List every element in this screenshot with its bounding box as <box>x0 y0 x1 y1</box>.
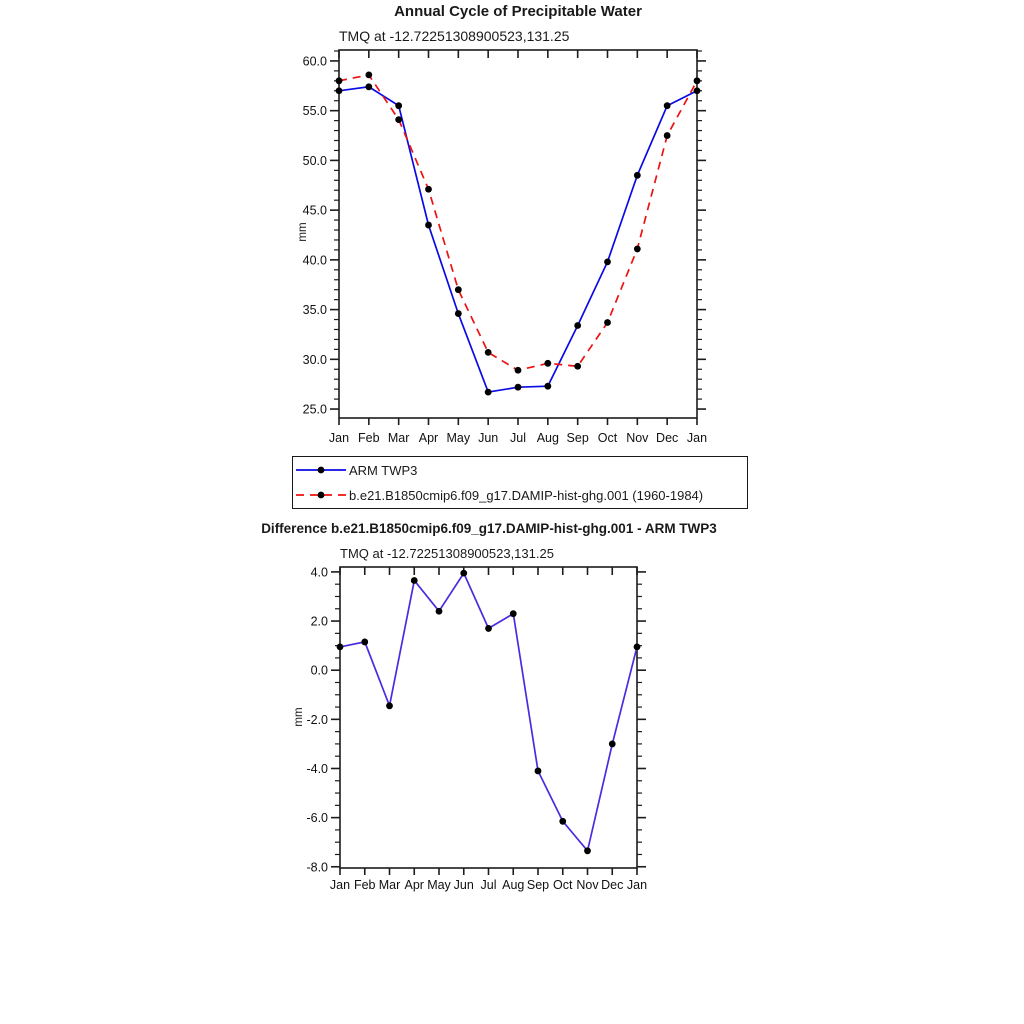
svg-text:Jan: Jan <box>329 878 351 892</box>
top-chart-marker <box>425 186 432 193</box>
svg-text:Apr: Apr <box>404 878 424 892</box>
top-chart-marker <box>694 77 701 84</box>
svg-text:-8.0: -8.0 <box>306 860 328 875</box>
svg-text:25.0: 25.0 <box>302 402 327 417</box>
top-chart-marker <box>604 319 611 326</box>
bottom-chart-plot <box>306 565 647 892</box>
bottom-chart-marker <box>436 608 443 615</box>
bottom-chart-subtitle: TMQ at -12.72251308900523,131.25 <box>340 546 554 561</box>
top-chart-series-line-1 <box>339 75 697 370</box>
legend-line-sample-obs <box>294 463 348 477</box>
top-chart-marker <box>485 349 492 356</box>
svg-text:Sep: Sep <box>526 878 550 892</box>
svg-text:-4.0: -4.0 <box>306 761 328 776</box>
svg-text:May: May <box>446 431 471 445</box>
bottom-chart-marker <box>609 741 616 748</box>
bottom-chart-marker <box>386 702 393 709</box>
top-chart-subtitle: TMQ at -12.72251308900523,131.25 <box>339 28 570 44</box>
top-chart-marker <box>425 222 432 229</box>
top-chart-series-line-0 <box>339 87 697 392</box>
top-chart-marker <box>604 258 611 265</box>
svg-text:Oct: Oct <box>597 431 618 445</box>
svg-text:Apr: Apr <box>418 431 439 445</box>
legend-label-model: b.e21.B1850cmip6.f09_g17.DAMIP-hist-ghg.001 (1960-1984) <box>349 487 704 503</box>
bottom-chart-marker <box>485 625 492 632</box>
svg-text:50.0: 50.0 <box>302 153 327 168</box>
top-chart-marker <box>336 87 343 94</box>
top-chart-marker <box>365 83 372 90</box>
svg-text:Aug: Aug <box>536 431 559 445</box>
svg-text:Dec: Dec <box>601 878 624 892</box>
top-chart-marker <box>664 102 671 109</box>
bottom-chart-title: Difference b.e21.B1850cmip6.f09_g17.DAMIP-hist-ghg.001 - ARM TWP3 <box>261 521 717 536</box>
svg-text:Jan: Jan <box>328 431 350 445</box>
top-chart-marker <box>515 367 522 374</box>
top-chart-marker <box>485 389 492 396</box>
svg-text:-6.0: -6.0 <box>306 811 328 826</box>
top-chart-axes <box>339 50 697 418</box>
bottom-chart-marker <box>535 768 542 775</box>
svg-text:-2.0: -2.0 <box>306 712 328 727</box>
bottom-chart-marker <box>559 818 566 825</box>
svg-text:Sep: Sep <box>566 431 589 445</box>
svg-text:Jun: Jun <box>453 878 474 892</box>
svg-text:Jan: Jan <box>626 878 648 892</box>
bottom-chart-marker <box>584 847 591 854</box>
svg-text:55.0: 55.0 <box>302 104 327 119</box>
svg-text:45.0: 45.0 <box>302 203 327 218</box>
svg-text:4.0: 4.0 <box>310 565 328 580</box>
svg-text:Aug: Aug <box>502 878 525 892</box>
svg-text:Feb: Feb <box>358 431 380 445</box>
svg-text:Jul: Jul <box>480 878 497 892</box>
svg-text:Jan: Jan <box>686 431 708 445</box>
legend-label-obs: ARM TWP3 <box>349 462 418 478</box>
top-chart-marker <box>544 383 551 390</box>
svg-text:40.0: 40.0 <box>302 253 327 268</box>
svg-text:30.0: 30.0 <box>302 352 327 367</box>
top-chart-marker <box>365 71 372 78</box>
bottom-chart-marker <box>460 570 467 577</box>
top-chart-marker <box>694 87 701 94</box>
legend-marker <box>318 467 325 474</box>
bottom-chart-marker <box>510 610 517 617</box>
top-chart-y-axis-label: mm <box>297 222 309 242</box>
bottom-chart-marker <box>634 643 641 650</box>
svg-text:Nov: Nov <box>626 431 649 445</box>
legend-marker <box>318 492 325 499</box>
svg-text:Mar: Mar <box>387 431 410 445</box>
top-chart-marker <box>395 102 402 109</box>
legend-item-obs <box>293 458 747 483</box>
bottom-chart-marker <box>337 643 344 650</box>
top-chart-marker <box>544 360 551 367</box>
svg-text:35.0: 35.0 <box>302 303 327 318</box>
top-chart-marker <box>574 322 581 329</box>
svg-text:60.0: 60.0 <box>302 54 327 69</box>
top-chart-marker <box>455 286 462 293</box>
bottom-chart-marker <box>361 639 368 646</box>
svg-text:Mar: Mar <box>378 878 401 892</box>
top-chart-marker <box>574 363 581 370</box>
top-chart-marker <box>664 132 671 139</box>
svg-text:Oct: Oct <box>553 878 573 892</box>
svg-text:Jun: Jun <box>478 431 499 445</box>
svg-text:May: May <box>427 878 451 892</box>
svg-text:Jul: Jul <box>510 431 526 445</box>
top-chart-marker <box>455 310 462 317</box>
legend-item-model <box>293 483 747 508</box>
top-chart-plot <box>303 50 707 445</box>
svg-text:Feb: Feb <box>353 878 376 892</box>
top-chart-marker <box>634 172 641 179</box>
top-chart-marker <box>515 384 522 391</box>
bottom-chart-marker <box>411 577 418 584</box>
legend-box <box>292 456 748 509</box>
svg-text:Dec: Dec <box>656 431 679 445</box>
svg-text:0.0: 0.0 <box>310 663 328 678</box>
top-chart-marker <box>634 246 641 253</box>
svg-text:2.0: 2.0 <box>310 614 328 629</box>
legend-line-sample-model <box>294 488 348 502</box>
bottom-chart-axes <box>340 567 637 868</box>
bottom-chart-y-axis-label: mm <box>293 707 305 727</box>
top-chart-title: Annual Cycle of Precipitable Water <box>394 3 642 20</box>
svg-text:Nov: Nov <box>576 878 599 892</box>
top-chart-marker <box>395 116 402 123</box>
top-chart-marker <box>336 77 343 84</box>
bottom-chart-series-line-0 <box>340 573 637 851</box>
